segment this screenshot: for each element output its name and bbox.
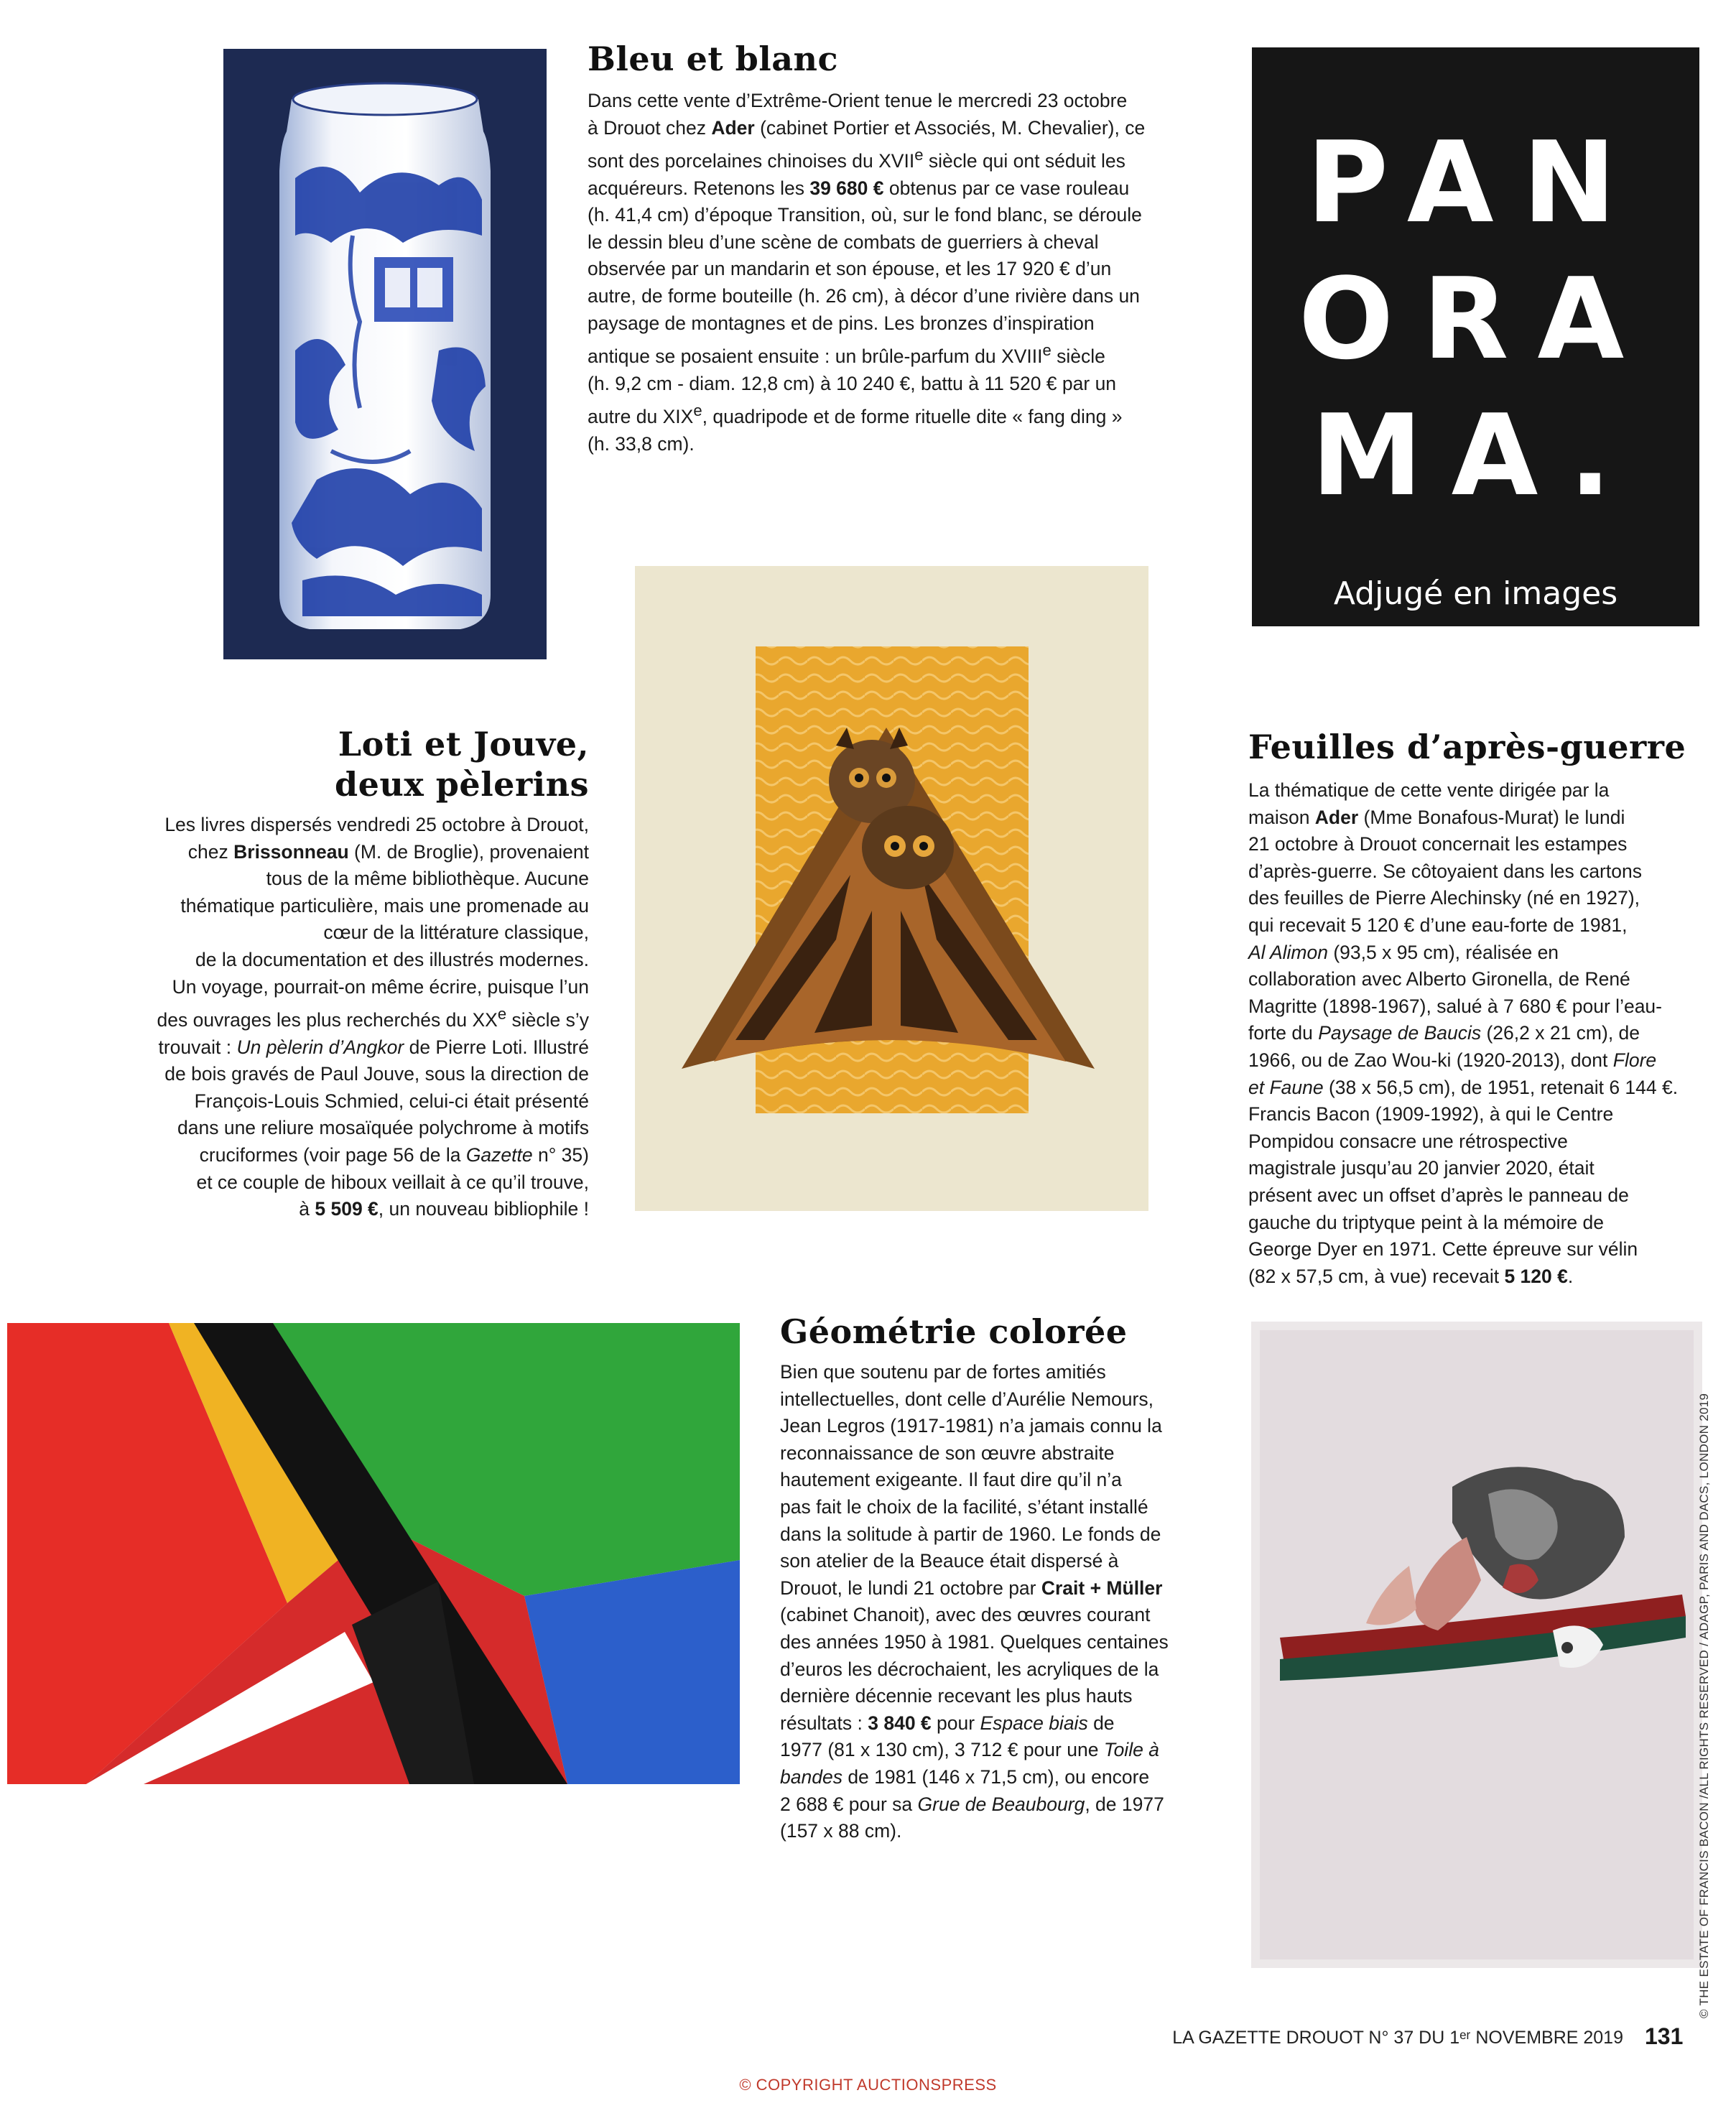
text-line: de bois gravés de Paul Jouve, sous la direction de: [164, 1063, 589, 1085]
text-line: Bien que soutenu par de fortes amitiés: [780, 1361, 1106, 1383]
text-line: (h. 9,2 cm - diam. 12,8 cm) à 10 240 €, battu à 11 520 € par un: [588, 372, 1117, 394]
text-line: d’après-guerre. Se côtoyaient dans les cartons: [1248, 860, 1642, 882]
article-body-loti-jouve: [86, 812, 589, 1223]
panorama-header-block: [1252, 47, 1699, 626]
article-title-loti-jouve-line-1: Loti et Jouve,: [338, 725, 589, 764]
text-line: Magritte (1898-1967), salué à 7 680 € pour l’eau-: [1248, 995, 1662, 1017]
text-line: dans la solitude à partir de 1960. Le fonds de: [780, 1523, 1161, 1545]
text-line: Un voyage, pourrait-on même écrire, puisque l’un: [172, 975, 589, 998]
text-line: son atelier de la Beauce était dispersé à: [780, 1550, 1119, 1572]
text-line: maison Ader (Mme Bonafous-Murat) le lundi: [1248, 806, 1625, 828]
text-line: le dessin bleu d’une scène de combats de guerriers à cheval: [588, 231, 1099, 253]
copyright-notice: © COPYRIGHT AUCTIONSPRESS: [739, 2076, 997, 2094]
text-line: (82 x 57,5 cm, à vue) recevait 5 120 €.: [1248, 1265, 1574, 1287]
text-line: paysage de montagnes et de pins. Les bronzes d’inspiration: [588, 312, 1095, 334]
text-line: autre du XIXe, quadripode et de forme rituelle dite « fang ding »: [588, 402, 1123, 428]
text-line: reconnaissance de son œuvre abstraite: [780, 1442, 1115, 1464]
article-body-geometrie-coloree: [780, 1359, 1211, 1845]
text-line: dans une reliure mosaïquée polychrome à motifs: [177, 1117, 589, 1139]
text-line: Drouot, le lundi 21 octobre par Crait + Müller: [780, 1577, 1163, 1599]
text-line: Les livres dispersés vendredi 25 octobre à Drouot,: [164, 814, 589, 835]
text-line: antique se posaient ensuite : un brûle-parfum du XVIIIe siècle: [588, 341, 1105, 367]
text-line: 21 octobre à Drouot concernait les estampes: [1248, 833, 1628, 855]
text-line: présent avec un offset d’après le panneau de: [1248, 1184, 1629, 1206]
text-line: Jean Legros (1917-1981) n’a jamais connu la: [780, 1415, 1162, 1437]
text-line: des années 1950 à 1981. Quelques centaines: [780, 1630, 1169, 1653]
text-line: sont des porcelaines chinoises du XVIIe siècle qui ont séduit les: [588, 146, 1125, 172]
panorama-subtitle: Adjugé en images: [1333, 575, 1618, 612]
text-line: La thématique de cette vente dirigée par la: [1248, 779, 1610, 801]
text-line: de la documentation et des illustrés modernes.: [195, 948, 589, 970]
text-line: et ce couple de hiboux veillait à ce qu’il trouve,: [196, 1171, 589, 1193]
text-line: des feuilles de Pierre Alechinsky (né en 1927),: [1248, 887, 1640, 909]
text-line: thématique particulière, mais une promenade au: [180, 894, 589, 916]
panorama-line-3: MA.: [1311, 390, 1640, 521]
owls-woodcut-image: [635, 566, 1148, 1211]
text-line: (h. 41,4 cm) d’époque Transition, où, sur le fond blanc, se déroule: [588, 204, 1142, 226]
text-line: collaboration avec Alberto Gironella, de René: [1248, 968, 1630, 990]
text-line: autre, de forme bouteille (h. 26 cm), à décor d’une rivière dans un: [588, 284, 1140, 307]
article-title-feuilles-apres-guerre: Feuilles d’après-guerre: [1248, 728, 1686, 766]
text-line: 2 688 € pour sa Grue de Beaubourg, de 1977: [780, 1793, 1164, 1815]
text-line: 1966, ou de Zao Wou-ki (1920-2013), dont Flore: [1248, 1049, 1657, 1071]
text-line: dernière décennie recevant les plus hauts: [780, 1685, 1133, 1707]
panorama-line-2: ORA: [1298, 254, 1653, 384]
text-line: et Faune (38 x 56,5 cm), de 1951, retenait 6 144 €.: [1248, 1076, 1679, 1098]
text-line: à Drouot chez Ader (cabinet Portier et Associés, M. Chevalier), ce: [588, 116, 1146, 139]
blue-white-vase-image: [223, 49, 547, 659]
text-line: magistrale jusqu’au 20 janvier 2020, était: [1248, 1157, 1595, 1179]
text-line: cruciformes (voir page 56 de la Gazette n° 35): [199, 1143, 589, 1166]
text-line: (h. 33,8 cm).: [588, 432, 695, 455]
text-line: (cabinet Chanoit), avec des œuvres courant: [780, 1604, 1151, 1626]
geometric-painting-image: [7, 1323, 740, 1784]
article-body-feuilles-apres-guerre: [1248, 777, 1708, 1290]
image-credit-bacon: © THE ESTATE OF FRANCIS BACON /ALL RIGHTS RESERVED / ADAGP, PARIS AND DACS, LONDON 2019: [1697, 1393, 1711, 2018]
text-line: Dans cette vente d’Extrême-Orient tenue le mercredi 23 octobre: [588, 90, 1128, 111]
text-line: observée par un mandarin et son épouse, et les 17 920 € d’un: [588, 258, 1112, 280]
footer-publication-info: LA GAZETTE DROUOT N° 37 DU 1ᵉʳ NOVEMBRE 2019: [1172, 2028, 1623, 2048]
text-line: trouvait : Un pèlerin d’Angkor de Pierre Loti. Illustré: [158, 1036, 589, 1058]
article-title-loti-jouve-line-2: deux pèlerins: [334, 765, 589, 804]
text-line: intellectuelles, dont celle d’Aurélie Nemours,: [780, 1388, 1154, 1410]
text-line: Pompidou consacre une rétrospective: [1248, 1130, 1568, 1152]
text-line: (157 x 88 cm).: [780, 1820, 902, 1842]
text-line: tous de la même bibliothèque. Aucune: [266, 868, 589, 890]
text-line: gauche du triptyque peint à la mémoire de: [1248, 1211, 1604, 1233]
text-line: qui recevait 5 120 € d’une eau-forte de 1981,: [1248, 914, 1628, 936]
text-line: François-Louis Schmied, celui-ci était présenté: [194, 1090, 589, 1112]
text-line: des ouvrages les plus recherchés du XXe siècle s’y: [157, 1005, 589, 1031]
text-line: 1977 (81 x 130 cm), 3 712 € pour une Toile à: [780, 1739, 1159, 1761]
page-number: 131: [1645, 2023, 1684, 2049]
text-line: cœur de la littérature classique,: [323, 922, 589, 944]
article-title-bleu-et-blanc: Bleu et blanc: [588, 40, 839, 78]
article-body-bleu-et-blanc: [588, 88, 1220, 458]
francis-bacon-offset-print-image: [1251, 1322, 1702, 1968]
text-line: à 5 509 €, un nouveau bibliophile !: [299, 1198, 589, 1220]
text-line: Francis Bacon (1909-1992), à qui le Centre: [1248, 1103, 1614, 1126]
text-line: hautement exigeante. Il faut dire qu’il n’a: [780, 1469, 1122, 1491]
text-line: d’euros les décrochaient, les acryliques de la: [780, 1658, 1159, 1680]
text-line: acquéreurs. Retenons les 39 680 € obtenus par ce vase rouleau: [588, 177, 1130, 199]
text-line: Al Alimon (93,5 x 95 cm), réalisée en: [1248, 941, 1559, 963]
text-line: chez Brissonneau (M. de Broglie), provenaient: [187, 840, 589, 863]
article-title-geometrie-coloree: Géométrie colorée: [780, 1312, 1128, 1351]
text-line: pas fait le choix de la facilité, s’étant installé: [780, 1495, 1148, 1518]
text-line: George Dyer en 1971. Cette épreuve sur vélin: [1248, 1238, 1638, 1261]
panorama-line-1: PAN: [1306, 117, 1646, 248]
text-line: forte du Paysage de Baucis (26,2 x 21 cm), de: [1248, 1022, 1640, 1044]
text-line: bandes de 1981 (146 x 71,5 cm), ou encore: [780, 1765, 1150, 1788]
text-line: résultats : 3 840 € pour Espace biais de: [780, 1712, 1115, 1734]
